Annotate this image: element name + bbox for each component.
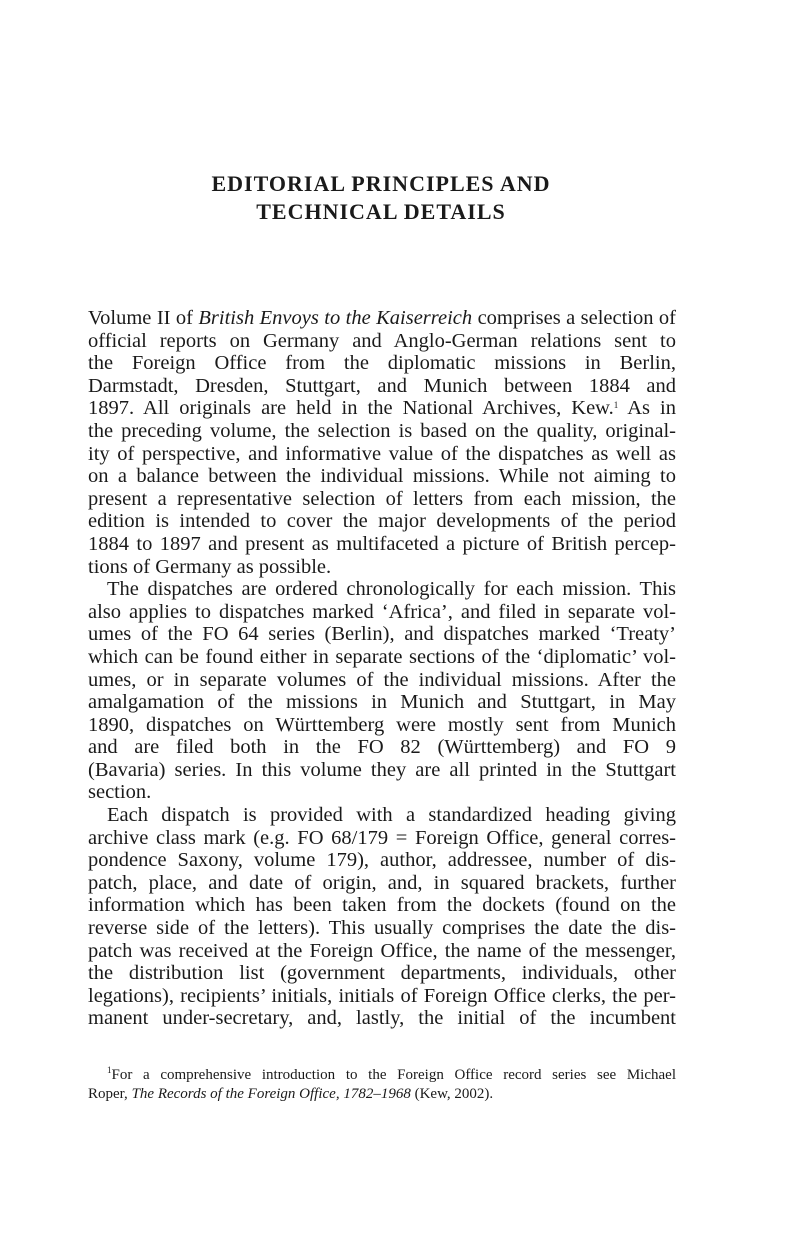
- footnote-marker: 1: [613, 400, 619, 411]
- footnote-line: [88, 1066, 676, 1085]
- body-line: [88, 849, 676, 872]
- text-run: on a balance between the individual missions. While not aiming to: [88, 465, 676, 488]
- body-line: [88, 827, 676, 850]
- body-line: [88, 917, 676, 940]
- text-run: the distribution list (government departments, individuals, other: [88, 962, 676, 985]
- text-run: 1884 to 1897 and present as multifaceted a picture of British percep-: [88, 532, 676, 555]
- body-line: [88, 533, 676, 556]
- body-line: [88, 465, 676, 488]
- footnote-line: [88, 1085, 676, 1104]
- title-line-1: EDITORIAL PRINCIPLES AND: [211, 171, 551, 196]
- footnote: [88, 1066, 676, 1104]
- text-run: For a comprehensive introduction to the Foreign Office record series see Michael: [111, 1067, 676, 1083]
- text-run: archive class mark (e.g. FO 68/179 = Foreign Office, general corres-: [88, 826, 676, 849]
- body-line: [88, 781, 676, 804]
- text-run: legations), recipients’ initials, initials of Foreign Office clerks, the per-: [88, 984, 676, 1007]
- text-run: edition is intended to cover the major developments of the period: [88, 510, 676, 533]
- text-run: 1897. All originals are held in the National Archives, Kew.: [88, 397, 614, 420]
- body-line: [88, 488, 676, 511]
- text-run: (Bavaria) series. In this volume they are all printed in the Stuttgart: [88, 758, 676, 781]
- text-run: the preceding volume, the selection is based on the quality, original-: [88, 419, 676, 442]
- body-line: [88, 872, 676, 895]
- text-run: patch was received at the Foreign Office, the name of the messenger,: [88, 939, 676, 962]
- text-run: umes of the FO 64 series (Berlin), and dispatches marked ‘Treaty’: [88, 623, 676, 646]
- text-run: present a representative selection of letters from each mission, the: [88, 487, 676, 510]
- body-line: [88, 556, 676, 579]
- text-run: (Kew, 2002).: [410, 1086, 494, 1102]
- body-line: [88, 352, 676, 375]
- text-run: information which has been taken from the dockets (found on the: [88, 894, 676, 917]
- text-run: amalgamation of the missions in Munich and Stuttgart, in May: [88, 691, 676, 714]
- italic-title: British Envoys to the Kaiserreich: [198, 307, 473, 329]
- text-run: As in: [618, 397, 676, 420]
- body-line: [88, 985, 676, 1008]
- text-run: manent under-secretary, and, lastly, the initial of the incumbent: [88, 1007, 676, 1030]
- body-line: [88, 330, 676, 353]
- title-line-2: TECHNICAL DETAILS: [256, 199, 506, 224]
- page-title: [0, 170, 762, 226]
- text-run: reverse side of the letters). This usually comprises the date the dis-: [88, 917, 676, 940]
- footnote-marker: 1: [107, 1065, 112, 1075]
- body-line: [88, 691, 676, 714]
- body-line: [88, 420, 676, 443]
- text-run: also applies to dispatches marked ‘Africa’, and filed in separate vol-: [88, 600, 676, 623]
- body-line: [88, 759, 676, 782]
- body-line: [88, 307, 676, 330]
- text-run: section.: [88, 781, 152, 804]
- body-line: [88, 714, 676, 737]
- body-line: [88, 940, 676, 963]
- text-run: comprises a selection of: [472, 307, 676, 329]
- body-line: [88, 578, 676, 601]
- body-line: [88, 601, 676, 624]
- text-run: the Foreign Office from the diplomatic missions in Berlin,: [88, 352, 676, 375]
- text-run: Volume II of: [88, 307, 199, 329]
- text-run: which can be found either in separate sections of the ‘diplomatic’ vol-: [88, 645, 676, 668]
- text-run: Darmstadt, Dresden, Stuttgart, and Munich between 1884 and: [88, 374, 676, 397]
- text-run: pondence Saxony, volume 179), author, addressee, number of dis-: [88, 849, 676, 872]
- body-line: [88, 623, 676, 646]
- body-line: [88, 397, 676, 420]
- text-run: 1890, dispatches on Württemberg were mostly sent from Munich: [88, 713, 676, 736]
- text-run: tions of Germany as possible.: [88, 555, 332, 578]
- body-line: [88, 646, 676, 669]
- text-run: Each dispatch is provided with a standardized heading giving: [107, 804, 676, 827]
- italic-title: The Records of the Foreign Office, 1782–1968: [131, 1086, 411, 1102]
- body-line: [88, 736, 676, 759]
- text-run: Roper,: [88, 1086, 132, 1102]
- body-line: [88, 804, 676, 827]
- body-text: [88, 307, 676, 1030]
- body-line: [88, 1007, 676, 1030]
- text-run: umes, or in separate volumes of the individual missions. After the: [88, 668, 676, 691]
- body-line: [88, 510, 676, 533]
- body-line: [88, 894, 676, 917]
- text-run: official reports on Germany and Anglo-German relations sent to: [88, 329, 676, 352]
- text-run: The dispatches are ordered chronologically for each mission. This: [107, 578, 676, 601]
- text-run: ity of perspective, and informative value of the dispatches as well as: [88, 442, 676, 465]
- body-line: [88, 375, 676, 398]
- body-line: [88, 962, 676, 985]
- body-line: [88, 669, 676, 692]
- text-run: patch, place, and date of origin, and, in squared brackets, further: [88, 871, 676, 894]
- body-line: [88, 443, 676, 466]
- text-run: and are filed both in the FO 82 (Württemberg) and FO 9: [88, 736, 676, 759]
